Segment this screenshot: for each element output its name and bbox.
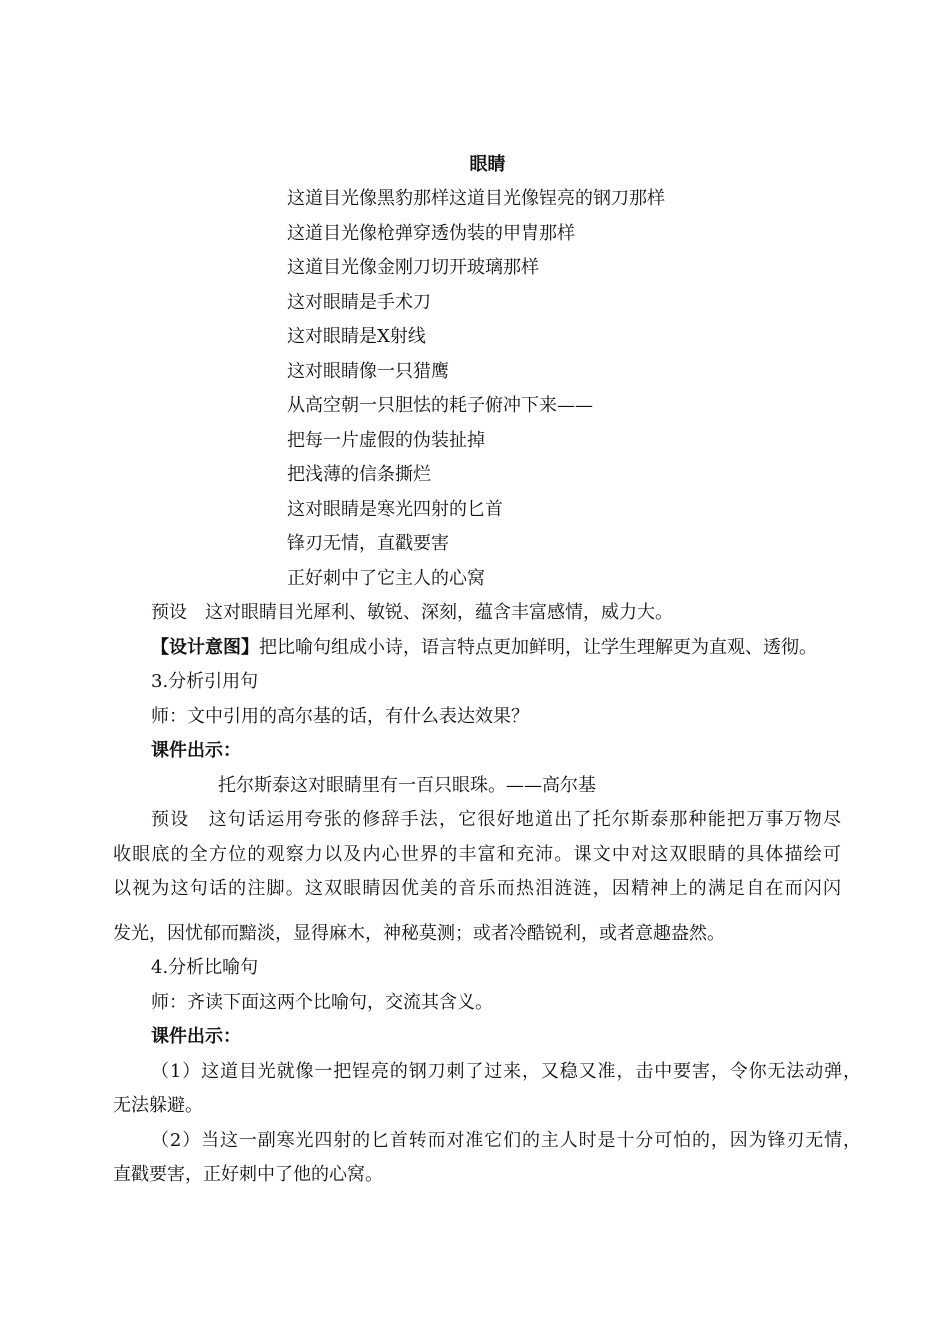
preset-paragraph-2-line: 预设 这句话运用夸张的修辞手法，它很好地道出了托尔斯泰那种能把万事万物尽: [151, 809, 841, 830]
poem-line: 正好刺中了它主人的心窝: [287, 568, 485, 589]
poem-line: 这道目光像枪弹穿透伪装的甲胄那样: [287, 223, 575, 244]
preset-paragraph-2-line: 收眼底的全方位的观察力以及内心世界的丰富和充沛。课文中对这双眼睛的具体描绘可: [113, 844, 841, 865]
design-intent-label: 【设计意图】: [151, 637, 259, 658]
poem-line: 从高空朝一只胆怯的耗子俯冲下来——: [287, 395, 593, 416]
design-intent-text: 把比喻句组成小诗，语言特点更加鲜明，让学生理解更为直观、透彻。: [259, 637, 817, 658]
poem-line: 这道目光像金刚刀切开玻璃那样: [287, 257, 539, 278]
teacher-question-4: 师：齐读下面这两个比喻句，交流其含义。: [151, 992, 493, 1013]
poem-line: 这对眼睛是X射线: [287, 326, 426, 347]
gorky-quote: 托尔斯泰这对眼睛里有一百只眼珠。——高尔基: [218, 775, 596, 796]
poem-line: 这对眼睛是寒光四射的匕首: [287, 499, 503, 520]
metaphor-item-2-line: （2）当这一副寒光四射的匕首转而对准它们的主人时是十分可怕的，因为锋刃无情，: [151, 1130, 861, 1151]
metaphor-item-1-line: 无法躲避。: [113, 1095, 203, 1116]
poem-line: 这道目光像黑豹那样这道目光像锃亮的钢刀那样: [287, 188, 665, 209]
metaphor-item-1-line: （1）这道目光就像一把锃亮的钢刀刺了过来，又稳又准，击中要害，令你无法动弹，: [151, 1061, 861, 1082]
design-intent-paragraph: [151, 636, 817, 660]
poem-title: 眼睛: [469, 154, 506, 175]
teacher-question-3: 师：文中引用的高尔基的话，有什么表达效果？: [151, 706, 529, 727]
preset-paragraph-2-line: 发光，因忧郁而黯淡，显得麻木，神秘莫测；或者冷酷锐利，或者意趣盎然。: [113, 923, 725, 944]
metaphor-item-2-line: 直戳要害，正好刺中了他的心窝。: [113, 1164, 383, 1185]
preset-paragraph-2-line: 以视为这句话的注脚。这双眼睛因优美的音乐而热泪涟涟，因精神上的满足自在而闪闪: [113, 878, 841, 899]
section-heading-3: 3.分析引用句: [151, 671, 259, 692]
poem-line: 把每一片虚假的伪装扯掉: [287, 430, 485, 451]
section-heading-4: 4.分析比喻句: [151, 957, 259, 978]
poem-line: 把浅薄的信条撕烂: [287, 464, 431, 485]
poem-line: 锋刃无情，直戳要害: [287, 533, 449, 554]
poem-line: 这对眼睛像一只猎鹰: [287, 361, 449, 382]
courseware-label-2: 课件出示：: [151, 1026, 241, 1047]
courseware-label: 课件出示：: [151, 740, 241, 761]
poem-line: 这对眼睛是手术刀: [287, 292, 431, 313]
preset-paragraph-1: 预设 这对眼睛目光犀利、敏锐、深刻，蕴含丰富感情，威力大。: [151, 602, 673, 623]
